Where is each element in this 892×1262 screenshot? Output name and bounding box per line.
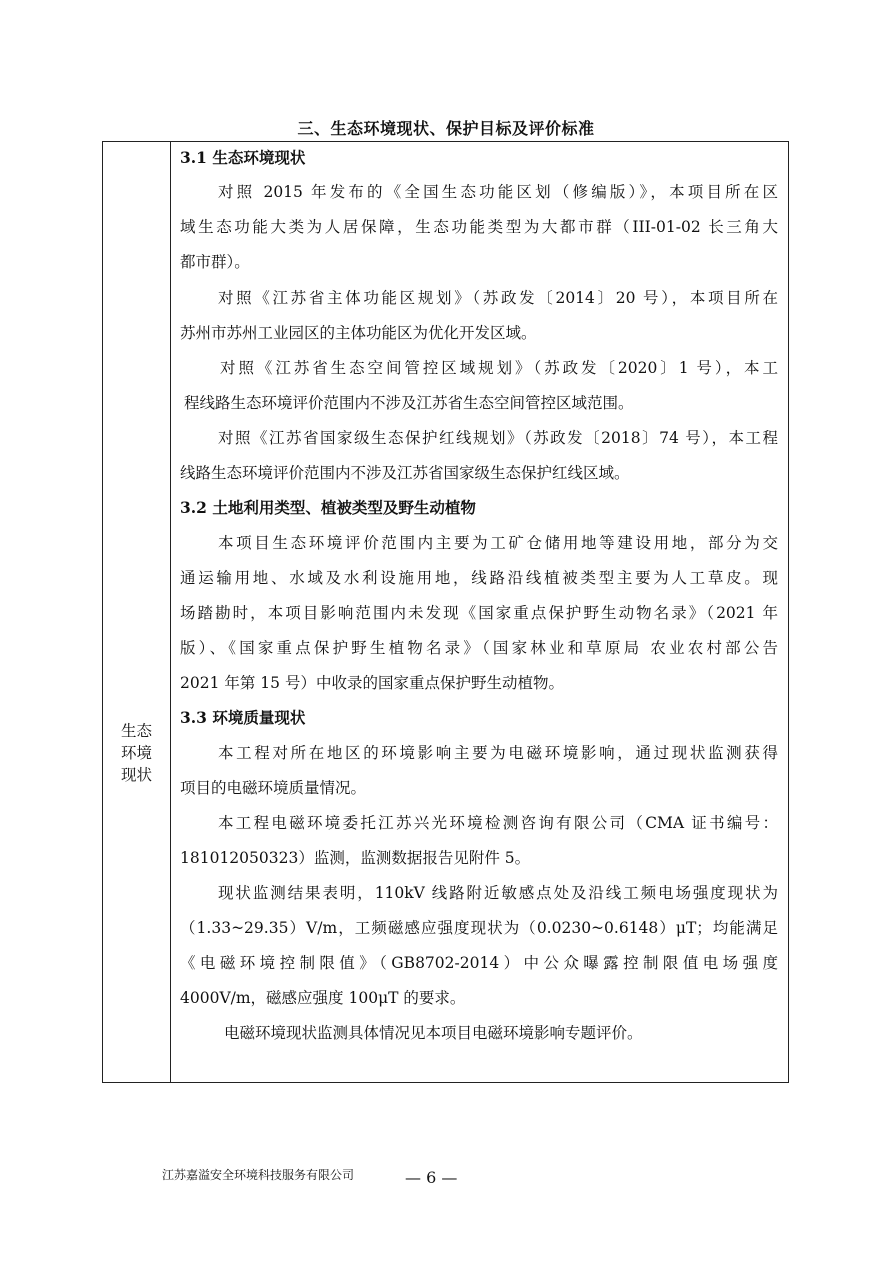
text-line: 《电磁环境控制限值》（GB8702-2014）中公众曝露控制限值电场强度 <box>180 954 778 972</box>
text-line: 场踏勘时，本项目影响范围内未发现《国家重点保护野生动物名录》（2021 年 <box>180 604 778 622</box>
text-line: 2021 年第 15 号）中收录的国家重点保护野生动植物。 <box>180 674 564 692</box>
text-line: 4000V/m，磁感应强度 100μT 的要求。 <box>180 989 466 1007</box>
text-line: 线路生态环境评价范围内不涉及江苏省国家级生态保护红线区域。 <box>180 464 630 482</box>
text-line: 苏州市苏州工业园区的主体功能区为优化开发区域。 <box>180 324 537 342</box>
row-label-line: 生态 <box>120 722 152 740</box>
text-line: 通运输用地、水域及水利设施用地，线路沿线植被类型主要为人工草皮。现 <box>180 569 778 587</box>
text-line: 本工程对所在地区的环境影响主要为电磁环境影响，通过现状监测获得 <box>218 744 778 762</box>
text-line: 181012050323）监测，监测数据报告见附件 5。 <box>180 849 531 867</box>
text-line: 对照 2015 年发布的《全国生态功能区划（修编版）》，本项目所在区 <box>218 183 778 201</box>
heading-3-2: 3.2 土地利用类型、植被类型及野生动植物 <box>180 498 476 517</box>
text-line: 电磁环境现状监测具体情况见本项目电磁环境影响专题评价。 <box>224 1024 643 1042</box>
section-title: 三、生态环境现状、保护目标及评价标准 <box>297 119 595 138</box>
text-line: 都市群）。 <box>180 253 250 271</box>
text-line: 对照《江苏省主体功能区规划》（苏政发〔2014〕20 号），本项目所在 <box>218 289 778 307</box>
column-divider <box>170 142 171 1082</box>
content-table <box>102 141 789 1083</box>
text-line: 本工程电磁环境委托江苏兴光环境检测咨询有限公司（CMA 证书编号： <box>218 814 778 832</box>
text-line: 现状监测结果表明，110kV 线路附近敏感点处及沿线工频电场强度现状为 <box>218 884 778 902</box>
text-line: （1.33~29.35）V/m，工频磁感应强度现状为（0.0230~0.6148）μT；均能满足 <box>180 919 778 937</box>
footer-company: 江苏嘉溢安全环境科技服务有限公司 <box>162 1168 355 1182</box>
row-label <box>103 720 170 786</box>
text-line: 对照《江苏省国家级生态保护红线规划》（苏政发〔2018〕74 号），本工程 <box>218 429 778 447</box>
row-label-line: 环境 <box>120 744 152 762</box>
text-line: 程线路生态环境评价范围内不涉及江苏省生态空间管控区域范围。 <box>184 394 634 412</box>
heading-3-1: 3.1 生态环境现状 <box>180 148 306 167</box>
text-line: 版）、《国家重点保护野生植物名录》（国家林业和草原局 农业农村部公告 <box>180 639 778 657</box>
text-line: 对照《江苏省生态空间管控区域规划》（苏政发〔2020〕1 号），本工 <box>220 359 778 377</box>
row-label-line: 现状 <box>120 766 152 784</box>
page-number: — 6 — <box>405 1168 458 1187</box>
text-line: 域生态功能大类为人居保障，生态功能类型为大都市群（III-01-02 长三角大 <box>180 218 778 236</box>
heading-3-3: 3.3 环境质量现状 <box>180 708 306 727</box>
text-line: 项目的电磁环境质量情况。 <box>180 779 367 797</box>
text-line: 本项目生态环境评价范围内主要为工矿仓储用地等建设用地，部分为交 <box>218 534 778 552</box>
